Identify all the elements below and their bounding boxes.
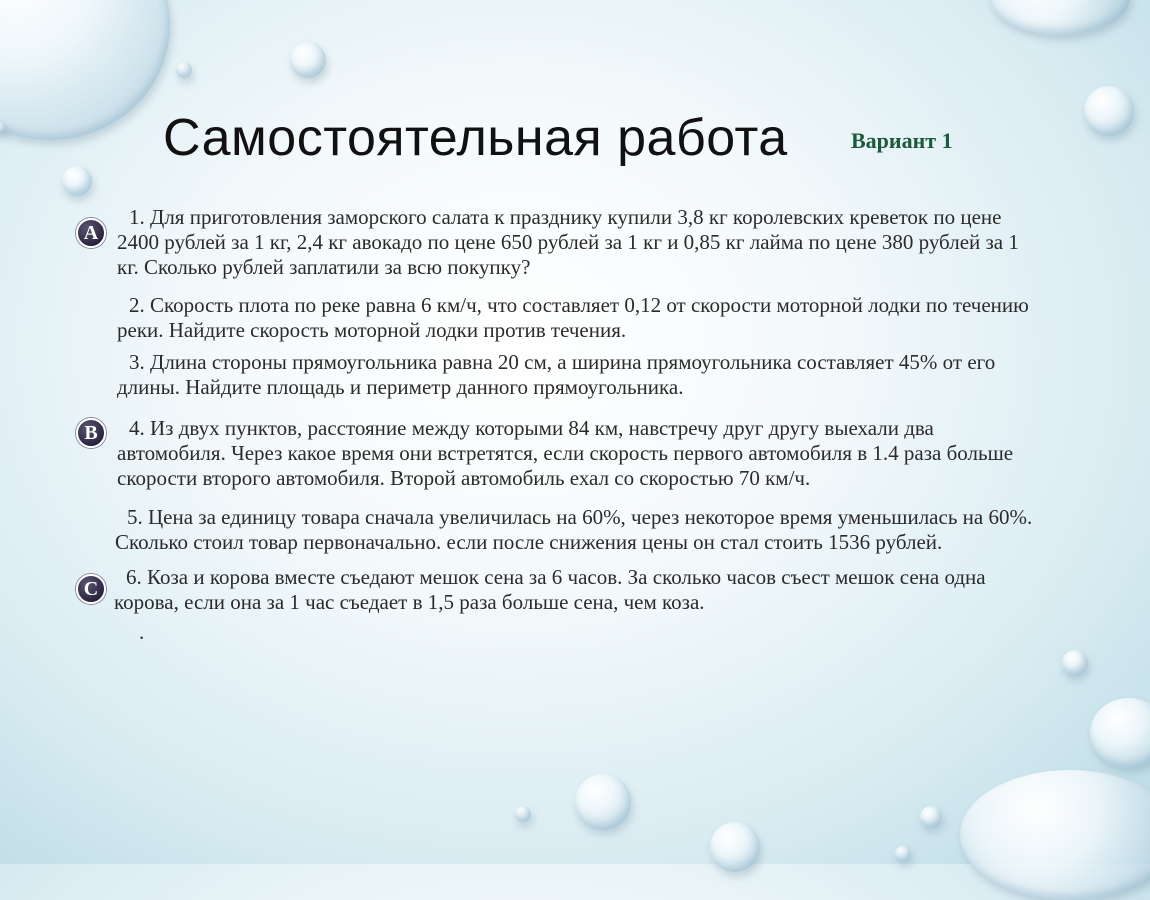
problem-3: 3. Длина стороны прямоугольника равна 20 см, а ширина прямоугольника составляет 45% от его длины. Найдите площадь и периметр данного прямоугольника. [117,350,996,399]
problem-6: 6. Коза и корова вместе съедают мешок сена за 6 часов. За сколько часов съест мешок сена одна корова, если она за 1 час съедает в 1,5 раза больше сена, чем коза. [114,565,986,614]
level-badge-a: A [76,218,106,248]
water-drop-decoration [1090,698,1150,768]
problem-4: 4. Из двух пунктов, расстояние между которыми 84 км, навстречу друг другу выехали два автомобиля. Через какое время они встретятся, если скорость первого автомобиля в 1.4 раза больше скорости второго автомобиля. Второй автомобиль ехал со скоростью 70 км/ч. [117,416,1014,490]
trailing-dot: . [139,620,145,644]
level-badge-b: B [76,418,106,448]
problem-2: 2. Скорость плота по реке равна 6 км/ч, что составляет 0,12 от скорости моторной лодки по течению реки. Найдите скорость моторной лодки против течения. [117,293,1029,342]
water-drop-decoration [1084,86,1134,136]
water-drop-decoration [575,774,631,830]
water-drop-decoration [920,806,942,828]
problem-5: 5. Цена за единицу товара сначала увеличилась на 60%, через некоторое время уменьшилась на 60%. Сколько стоил товар первоначально. если после снижения цены он стал стоить 1536 рублей. [115,505,1033,554]
water-drop-decoration [990,0,1130,35]
water-drop-decoration [62,166,92,196]
variant-label: Вариант 1 [851,128,953,153]
water-drop-decoration [1062,650,1088,676]
water-drop-decoration [710,822,760,872]
water-drop-decoration [895,846,911,862]
problem-1: 1. Для приготовления заморского салата к празднику купили 3,8 кг королевских креветок по цене 2400 рублей за 1 кг, 2,4 кг авокадо по цене 650 рублей за 1 кг и 0,85 кг лайма по цене 380 рублей за 1 кг. Сколько рублей заплатили за всю покупку? [117,205,1019,279]
level-badge-c: C [76,574,106,604]
water-drop-decoration [290,42,326,78]
slide-title: Самостоятельная работа [163,109,788,167]
water-drop-decoration [515,806,531,822]
water-drop-decoration [960,770,1150,900]
water-drop-decoration [176,62,192,78]
water-drop-decoration [0,0,170,140]
